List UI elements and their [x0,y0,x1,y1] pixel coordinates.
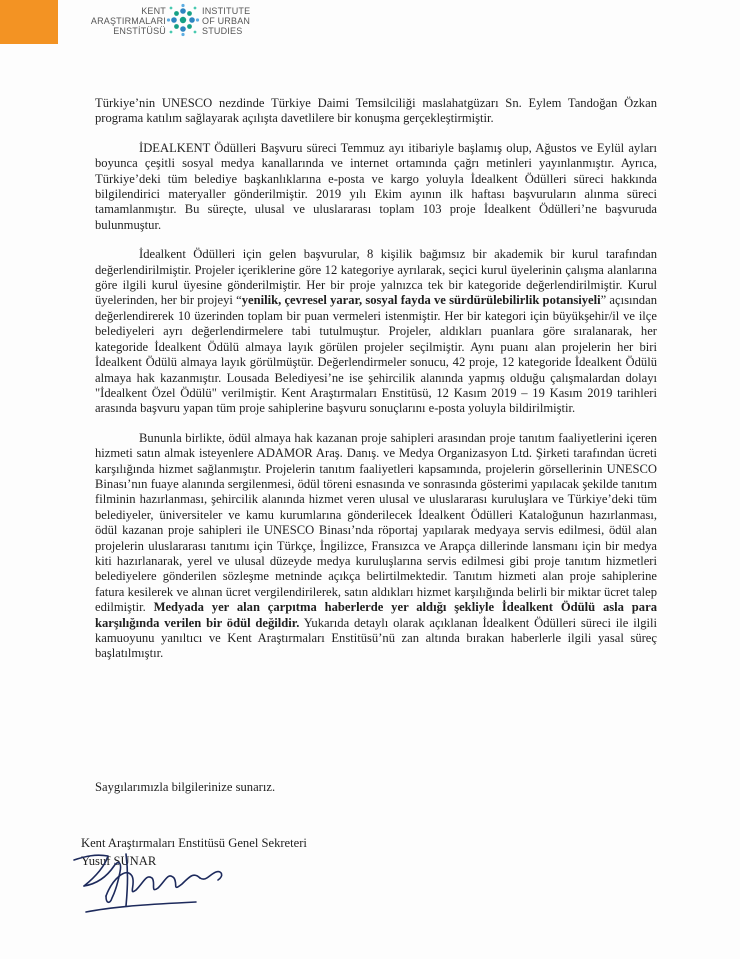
paragraph-text: Bununla birlikte, ödül almaya hak kazanan proje sahipleri arasından proje tanıtım faaliyetlerini içeren hizmeti satın almak isteyenlere ADAMOR Araş. Danış. ve Medya Organizasyon Ltd. Şirketi tarafından ücreti karşılığında hizmet sağlanmıştır. Projelerin tanıtım faaliyetleri kapsamında, projelerin görsellerinin UNESCO Binası’nın fuaye alanında sergilenmesi, ödül töreni esnasında ve sonrasında gösterimi yapılacak şekilde tanıtım filminin hazırlanması, şehircilik alanında hizmet veren ulusal ve uluslararası kuruluşlara ve Türkiye’deki tüm belediyeler, üniversiteler ve kamu kurumlarına gönderilecek İdealkent Ödülleri Kataloğunun hazırlanması, ödül kazanan proje sahipleri ile UNESCO Binası’nda röportaj yapılarak medyaya servis edilmesi, ödül alan projelerin uluslararası tanıtımı için Türkçe, İngilizce, Fransızca ve Arapça dillerinde lansmanı için bir medya kiti hazırlanarak, yerel ve ulusal düzeyde medya kuruluşlarına servis edilmesi gibi proje tanıtım hizmetleri belediyelere gönderilen sözleşme metninde açıkça belirtilmektedir. Tanıtım hizmeti alan proje sahiplerine fatura kesilerek ve alınan ücret vergilendirilerek, satın aldıkları hizmet karşılığında belirli bir miktar ücret talep edilmiştir. [95,430,657,615]
paragraph-text: ” açısından değerlendirerek 10 üzerinden toplam bir puan vermeleri istenmiştir. Her bir kategori için büyükşehir/il ve ilçe belediyeleri ayrı değerlendirmelere tabi tutulmuştur. Projeler, aldıkları puanlara göre sıralanarak, her kategoride İdealkent Ödülü almaya layık görülen projeler seçilmiştir. Aynı puanı alan projelerin her biri İdealkent Ödülü almaya layık görülmüştür. Değerlendirmeler sonucu, 42 proje, 12 kategoride İdealkent Ödülü almaya hak kazanmıştır. Lousada Belediyesi’ne ise şehircilik alanında yapmış olduğu çalışmalardan dolayı "İdealkent Özel Ödülü" verilmiştir. Kent Araştırmaları Enstitüsü, 12 Kasım 2019 – 19 Kasım 2019 tarihleri arasında başvuru yapan tüm proje sahiplerine başvuru sonuçlarını e-posta yoluyla bildirilmiştir. [95,293,657,416]
logo-line: ARAŞTIRMALARI [90,16,166,26]
closing-line: Saygılarımızla bilgilerinize sunarız. [95,780,276,794]
logo-line: STUDIES [202,26,243,36]
paragraph-evaluation [95,247,657,416]
logo-right-text [202,6,292,36]
logo-line: OF URBAN [202,16,251,26]
paragraph-bold-text: yenilik, çevresel yarar, sosyal fayda ve sürdürülebilirlik potansiyeli [241,293,601,308]
paragraph-promotion-services [95,431,657,662]
orange-brand-bar [0,0,58,44]
handwritten-signature [66,820,246,940]
signatory-title: Kent Araştırmaları Enstitüsü Genel Sekreteri [81,836,307,850]
logo-line: KENT [141,6,166,16]
logo-line: ENSTİTÜSÜ [113,26,166,36]
letter-body [95,96,657,676]
logo-line: INSTITUTE [202,6,251,16]
institute-logo-icon [166,3,200,37]
paragraph-application-process: İDEALKENT Ödülleri Başvuru süreci Temmuz ayı itibariyle başlamış olup, Ağustos ve Eylül ayları boyunca çeşitli sosyal medya kanallarında ve internet ortamında çağrı metinleri yayınlanmıştır. Ayrıca, Türkiye’deki tüm belediye başkanlıklarına e-posta ve kargo yoluyla İdealkent Ödülleri süreci hakkında bilgilendirici materyaller gönderilmiştir. 2019 yılı Ekim ayının ilk haftası başvuruların alınma süreci tamamlanmıştır. Bu süreçte, ulusal ve uluslararası toplam 103 proje İdealkent Ödülleri’ne başvuruda bulunmuştur. [95,140,657,232]
paragraph-unesco-opening: Türkiye’nin UNESCO nezdinde Türkiye Daimi Temsilciliği maslahatgüzarı Sn. Eylem Tandoğan Özkan programa katılım sağlayarak açılışta davetlilere bir konuşma gerçekleştirmiştir. [95,96,657,126]
signatory-name: Yusuf SUNAR [81,854,157,868]
paragraph-text: Yukarıda detaylı olarak açıklanan İdealkent Ödülleri süreci ile ilgili kamuoyunu yanıltıcı ve Kent Araştırmaları Enstitüsü’nü zan altında bırakan haberlerle ilgili yasal süreç başlatılmıştır. [95,615,657,661]
paragraph-text: İdealkent Ödülleri için gelen başvurular, 8 kişilik bağımsız bir akademik bir kurul tarafından değerlendirilmiştir. Projeler içeriklerine göre 12 kategoriye ayrılarak, seçici kurul üyelerinin çalışma alanlarına göre ilgili kurul üyesine gönderilmiştir. Her bir proje yalnızca tek bir kategoride değerlendirilmiştir. Kurul üyelerinden, her bir projeyi “ [95,247,657,308]
logo-left-text [80,6,166,36]
paragraph-bold-text: Medyada yer alan çarpıtma haberlerde yer aldığı şekliyle İdealkent Ödülü asla para karşılığında verilen bir ödül değildir. [95,600,657,630]
